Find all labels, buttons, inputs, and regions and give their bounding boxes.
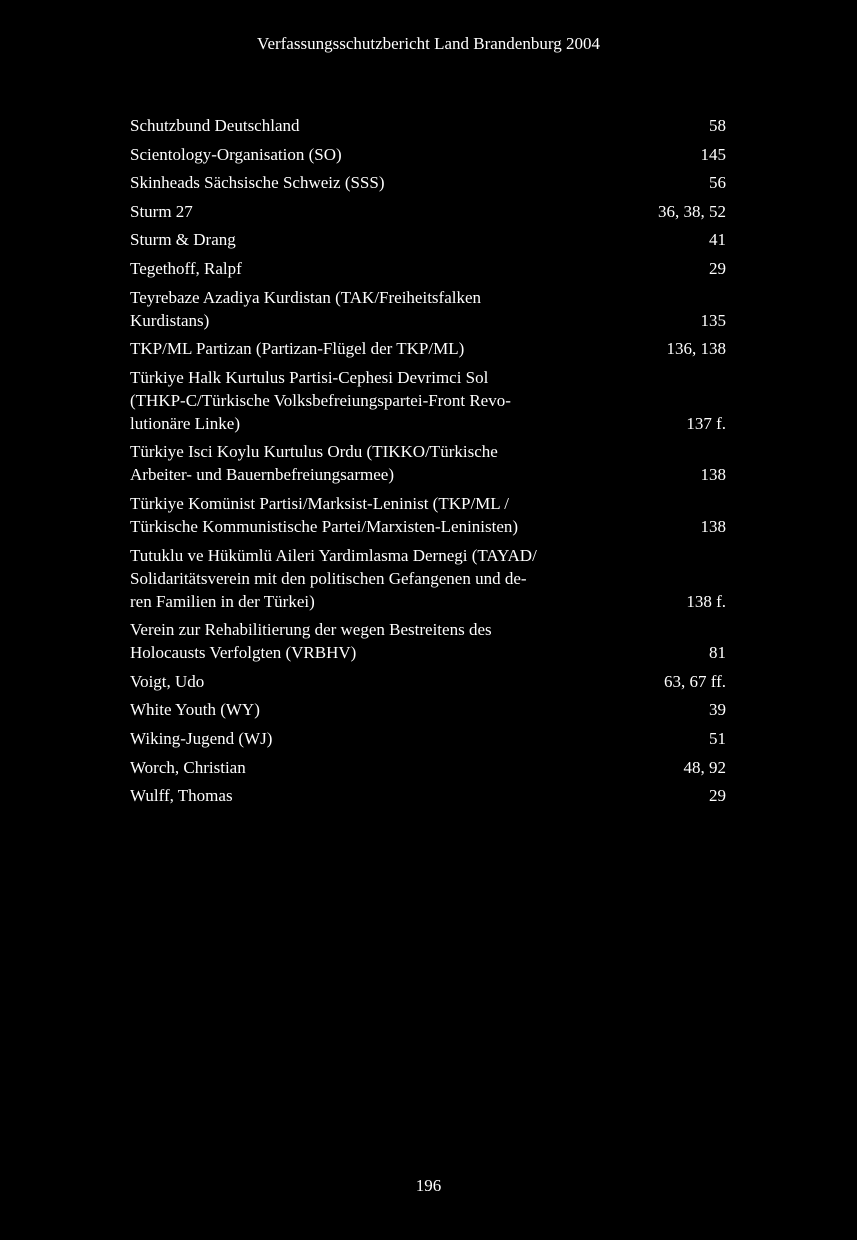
entry-name: [130, 784, 600, 807]
index-entry: [130, 618, 726, 670]
entry-name-line: Türkische Kommunistische Partei/Marxisten-Leninisten): [130, 516, 519, 536]
index-entry: [130, 756, 726, 785]
entry-name-line: Wiking-Jugend (WJ): [130, 728, 273, 748]
page-number: 196: [415, 1176, 442, 1195]
entry-name: [130, 171, 600, 194]
entry-pages: 145: [700, 144, 726, 164]
entry-name-line: Arbeiter- und Bauernbefreiungsarmee): [130, 465, 394, 485]
entry-pages: 51: [709, 728, 726, 748]
entry-pages: 29: [709, 258, 726, 278]
entry-name: [130, 618, 600, 664]
entry-pages: 138: [700, 465, 726, 485]
entry-name: [130, 257, 600, 280]
entry-pages: 135: [700, 310, 726, 330]
entry-pages: 63, 67 ff.: [663, 671, 726, 691]
index-entry: [130, 727, 726, 756]
index-entry: [130, 286, 726, 338]
index-entry: [130, 698, 726, 727]
entry-pages: 81: [709, 643, 726, 663]
entry-pages: 36, 38, 52: [658, 201, 726, 221]
entry-name-line: Solidaritätsverein mit den politischen Gefangenen und de-: [130, 568, 527, 588]
entry-name: [130, 337, 600, 360]
entry-pages: 58: [709, 116, 726, 135]
entry-name: [130, 440, 600, 486]
index-entry: [130, 337, 726, 366]
index-entry: [130, 171, 726, 200]
entry-name-line: Türkiye Komünist Partisi/Marksist-Leninist (TKP/ML /: [130, 493, 510, 513]
entry-name: [130, 200, 600, 223]
entry-name-line: Scientology-Organisation (SO): [130, 144, 342, 164]
entry-pages: 137 f.: [686, 413, 726, 433]
entry-name: [130, 228, 600, 251]
index-entry: [130, 257, 726, 286]
index-entry: [130, 544, 726, 619]
entry-name-line: White Youth (WY): [130, 700, 260, 720]
index-entry: [130, 670, 726, 699]
entry-pages: 41: [709, 230, 726, 250]
entry-name: [130, 286, 600, 332]
index-entry: [130, 366, 726, 441]
entry-name-line: Türkiye Isci Koylu Kurtulus Ordu (TIKKO/Türkische: [130, 442, 498, 462]
entry-name-line: Kurdistans): [130, 310, 210, 330]
running-header: Verfassungsschutzbericht Land Brandenburg 2004: [257, 34, 600, 53]
entry-name: [130, 698, 600, 721]
entry-name: [130, 727, 600, 750]
entry-name-line: Schutzbund Deutschland: [130, 116, 300, 135]
entry-name-line: Türkiye Halk Kurtulus Partisi-Cephesi Devrimci Sol: [130, 367, 489, 387]
index-entry: [130, 200, 726, 229]
index-entry: [130, 228, 726, 257]
entry-name-line: lutionäre Linke): [130, 413, 240, 433]
entry-name-line: Verein zur Rehabilitierung der wegen Bestreitens des: [130, 620, 492, 640]
entry-name-line: Voigt, Udo: [130, 671, 205, 691]
index-entry: [130, 143, 726, 172]
entry-pages: 136, 138: [666, 339, 726, 359]
entry-name-line: Tegethoff, Ralpf: [130, 258, 242, 278]
entry-name: [130, 544, 600, 613]
entry-pages: 138 f.: [686, 591, 726, 611]
index-entry: [130, 784, 726, 813]
entry-name: [130, 143, 600, 166]
entry-name-line: Sturm & Drang: [130, 230, 236, 250]
entry-name: [130, 670, 600, 693]
entry-pages: 138: [700, 516, 726, 536]
entry-pages: 29: [709, 786, 726, 806]
entry-name: [130, 114, 600, 137]
entry-name-line: ren Familien in der Türkei): [130, 591, 315, 611]
entry-name: [130, 492, 600, 538]
index-entry: [130, 440, 726, 492]
entry-pages: 56: [709, 173, 726, 193]
index-entry: [130, 492, 726, 544]
entry-name-line: (THKP-C/Türkische Volksbefreiungspartei-Front Revo-: [130, 390, 511, 410]
index-entry: [130, 114, 726, 143]
entry-name: [130, 756, 600, 779]
index-list: [130, 114, 726, 813]
entry-name-line: Wulff, Thomas: [130, 786, 233, 806]
entry-name-line: Worch, Christian: [130, 757, 246, 777]
entry-name-line: Holocausts Verfolgten (VRBHV): [130, 643, 357, 663]
entry-name-line: Teyrebaze Azadiya Kurdistan (TAK/Freiheitsfalken: [130, 287, 482, 307]
entry-name: [130, 366, 600, 435]
entry-name-line: Sturm 27: [130, 201, 193, 221]
entry-name-line: TKP/ML Partizan (Partizan-Flügel der TKP/ML): [130, 339, 465, 359]
entry-name-line: Tutuklu ve Hükümlü Aileri Yardimlasma Dernegi (TAYAD/: [130, 545, 537, 565]
entry-pages: 48, 92: [683, 757, 726, 777]
entry-name-line: Skinheads Sächsische Schweiz (SSS): [130, 173, 385, 193]
entry-pages: 39: [709, 700, 726, 720]
